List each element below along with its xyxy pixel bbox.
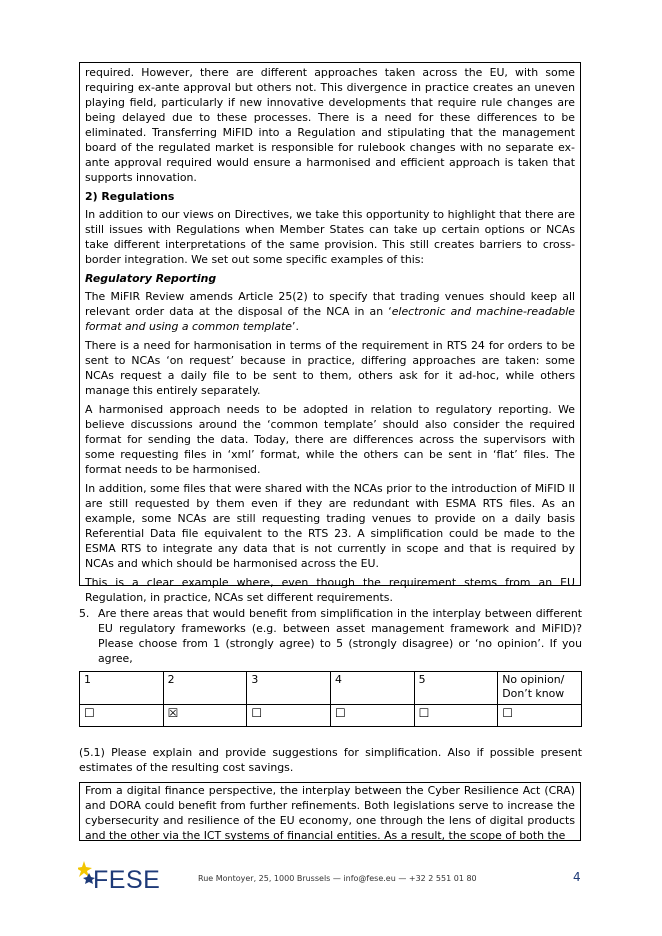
harmonised-approach-paragraph: A harmonised approach needs to be adopted in relation to regulatory reporting. We believe discussions around the ‘common template’ should also consider the required format for sending the data. Today, there are differences across the supervisors with some requesting files in ‘xml’ format, while the others can be sent in ‘flat’ files. The format needs to be harmonised. — [85, 403, 575, 476]
regulations-answer-box — [79, 62, 581, 604]
mifir-text-b: ’. — [292, 320, 299, 333]
question-5-text: Are there areas that would benefit from simplification in the interplay between different EU regulatory frameworks (e.g. between asset management framework and MiFID)? Please choose from 1 (strongly agree) to 5 (strongly disagree) or ‘no opinion’. If you agree, — [98, 607, 582, 665]
regulations-paragraph: In addition to our views on Directives, we take this opportunity to highlight that there are still issues with Regulations when Member States can take up certain options or NCAs take different interpretations of the same provision. This still creates barriers to cross-border integration. We set out some specific examples of this: — [85, 208, 575, 266]
agreement-scale-table — [79, 671, 582, 727]
scale-checkbox-row — [80, 705, 582, 727]
scale-header-1: 1 — [80, 672, 164, 705]
checkbox-1[interactable]: ☐ — [84, 706, 95, 720]
mifir-paragraph — [85, 289, 575, 334]
checkbox-3[interactable]: ☐ — [251, 706, 263, 720]
rts24-paragraph: There is a need for harmonisation in terms of the requirement in RTS 24 for orders to be sent to NCAs ‘on request’ because in practice, differing approaches are taken: some NCAs request a daily file to be sent to them, others ask for it ad-hoc, while others manage this entirely separately. — [85, 339, 575, 397]
question-5 — [79, 606, 582, 666]
page-number: 4 — [573, 870, 581, 884]
scale-header-3: 3 — [247, 672, 331, 705]
fese-logo-text: FESE — [93, 866, 161, 894]
scale-header-4: 4 — [330, 672, 414, 705]
regulations-heading: 2) Regulations — [85, 190, 175, 203]
cra-dora-paragraph: From a digital finance perspective, the interplay between the Cyber Resilience Act (CRA) and DORA could benefit from further refinements. Both legislations serve to increase the cybersecurity and resilience of the EU economy, one through the lens of digital products and the other via the ICT systems of financial entities. As a result, the scope of both the — [85, 784, 575, 842]
checkbox-4[interactable]: ☐ — [334, 706, 346, 720]
mifir-text-a: The MiFIR Review amends Article 25(2) to specify that trading venues should keep all relevant order data at the disposal of the NCA in an ‘ — [85, 290, 575, 318]
question-5-1: (5.1) Please explain and provide suggestions for simplification. Also if possible present estimates of the resulting cost savings. — [79, 746, 582, 774]
question-5-number: 5. — [79, 607, 90, 620]
cyber-resilience-answer-box — [79, 782, 581, 841]
redundant-files-paragraph: In addition, some files that were shared with the NCAs prior to the introduction of MiFID II are still requested by them even if they are redundant with ESMA RTS files. As an example, some NCAs are still requesting trading venues to provide on a daily basis Referential Data file equivalent to the RTS 23. A simplification could be made to the ESMA RTS to integrate any data that is not currently in scope and that is required by NCAs and which should be harmonised across the EU. — [85, 482, 575, 570]
intro-paragraph: required. However, there are different approaches taken across the EU, with some requiring ex-ante approval but others not. This divergence in practice creates an uneven playing field, particularly if new innovative developments that require rule changes are being delayed due to these processes. There is a need for these differences to be eliminated. Transferring MiFID into a Regulation and stipulating that the management board of the regulated market is responsible for rulebook changes with no separate ex-ante approval required would ensure a harmonised and efficient approach is taken that supports innovation. — [85, 66, 575, 184]
checkbox-2-checked[interactable]: ☒ — [167, 706, 179, 720]
scale-header-2: 2 — [163, 672, 247, 705]
checkbox-no-opinion[interactable]: ☐ — [502, 706, 514, 720]
scale-header-row — [80, 672, 582, 705]
scale-header-no-opinion: No opinion/ Don’t know — [498, 672, 582, 705]
checkbox-5[interactable]: ☐ — [418, 706, 430, 720]
clear-example-paragraph: This is a clear example where, even though the requirement stems from an EU Regulation, in practice, NCAs set different requirements. — [85, 576, 575, 604]
footer-address: Rue Montoyer, 25, 1000 Brussels — info@fese.eu — +32 2 551 01 80 — [198, 874, 477, 883]
scale-header-5: 5 — [414, 672, 498, 705]
regulatory-reporting-subheading: Regulatory Reporting — [85, 272, 217, 285]
mifir-text-italic: electronic and machine-readable format and using a common template — [85, 305, 575, 333]
